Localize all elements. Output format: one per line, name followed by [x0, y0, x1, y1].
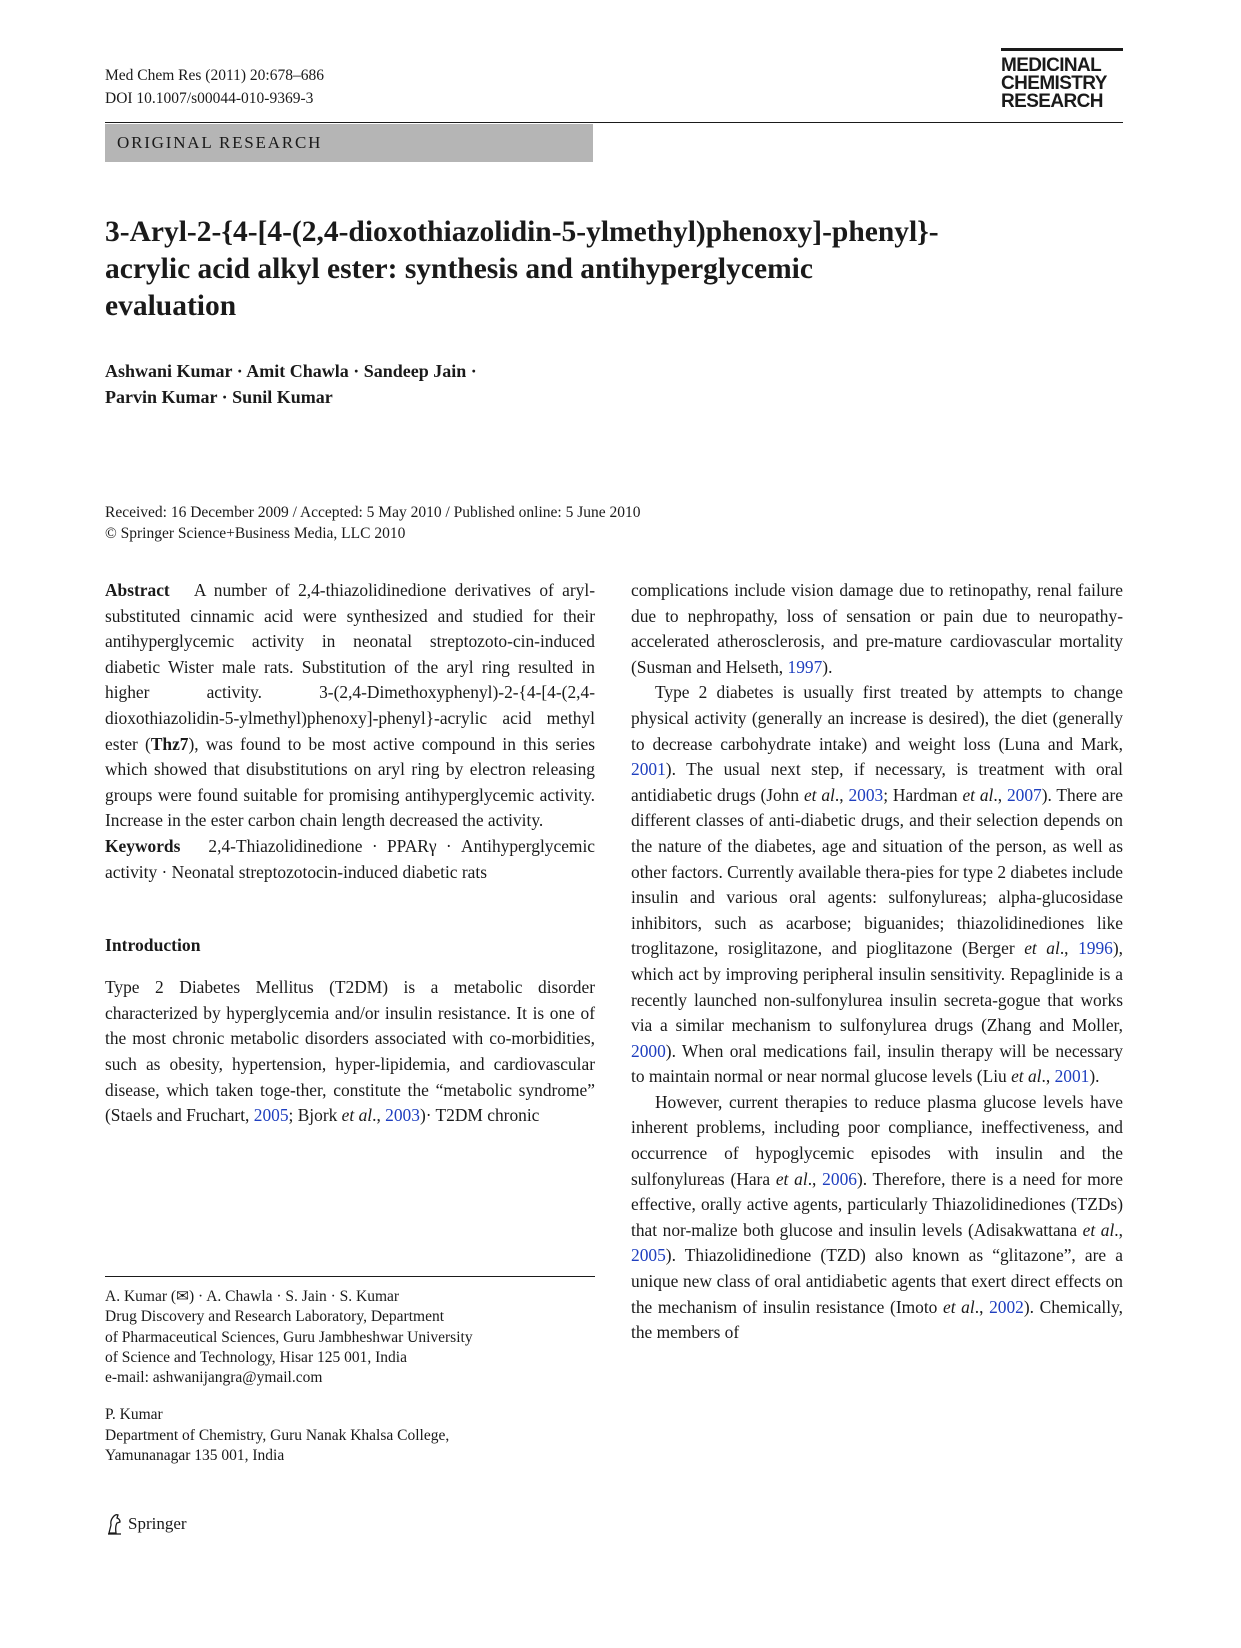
- publication-dates: [105, 502, 641, 544]
- body-text: ; Bjork: [288, 1105, 342, 1126]
- body-text: Type 2 Diabetes Mellitus (T2DM) is a metabolic disorder characterized by hyperglycemia and/or insulin resistance. It is one of the most chronic metabolic disorders associated with co-morbidities, such as obesity, hypertension, hyper-lipidemia, and cardiovascular disease, which taken toge-ther, constitute the “metabolic syndrome” (Staels and Fruchart,: [105, 977, 595, 1126]
- authors-line: Parvin Kumar · Sunil Kumar: [105, 387, 333, 407]
- logo-line: CHEMISTRY: [1001, 73, 1107, 94]
- abstract-text: ), was found to be most active compound in this series which showed that disubstitutions on aryl ring by electron releasing groups were found suitable for promising antihyperglycemic activity. Increase in the ester carbon chain length decreased the activity.: [105, 733, 596, 831]
- title-line: evaluation: [105, 290, 237, 322]
- body-text: .,: [1059, 938, 1079, 959]
- introduction-paragraph: [105, 975, 595, 1129]
- et-al: et al: [1082, 1219, 1115, 1240]
- et-al: et al: [775, 1168, 808, 1189]
- body-paragraph: [631, 680, 1123, 1090]
- body-text: ). When oral medications fail, insulin therapy will be necessary to maintain normal or near normal glucose levels (Liu: [631, 1040, 1123, 1087]
- compound-name: Thz7: [150, 733, 189, 754]
- springer-horse-icon: [105, 1513, 125, 1535]
- citation-link[interactable]: 2000: [631, 1040, 666, 1061]
- journal-reference: [105, 64, 324, 110]
- authors-line: Ashwani Kumar · Amit Chawla · Sandeep Jain ·: [105, 361, 477, 381]
- logo-line: MEDICINAL: [1001, 55, 1102, 76]
- et-al: et al: [1024, 938, 1060, 959]
- affiliation-authors: A. Kumar (✉) · A. Chawla · S. Jain · S. Kumar: [105, 1288, 400, 1305]
- affiliation-line: Department of Chemistry, Guru Nanak Khalsa College,: [105, 1426, 450, 1444]
- body-text: )· T2DM chronic: [419, 1105, 540, 1126]
- body-text: ). The usual next step, if necessary, is treatment with oral antidiabetic drugs (John: [631, 759, 1123, 805]
- citation-link[interactable]: 2001: [631, 759, 666, 780]
- body-text: .,: [834, 784, 849, 805]
- affiliation-line: Yamunanagar 135 001, India: [105, 1447, 285, 1465]
- body-text: .,: [1041, 1066, 1055, 1087]
- citation-link[interactable]: 2001: [1054, 1066, 1090, 1087]
- affiliation-line: Drug Discovery and Research Laboratory, Department: [105, 1308, 445, 1326]
- header-rule: [105, 122, 1123, 123]
- publisher-logo: [105, 1513, 187, 1535]
- body-text: ), which act by improving peripheral insulin sensitivity. Repaglinide is a recently launched non-sulfonylurea insulin secreta-gogue that works via a similar mechanism to sulfonylurea drugs (Zhang and Moller,: [631, 938, 1123, 1036]
- body-text: complications include vision damage due to retinopathy, renal failure due to nephropathy, loss of sensation or pain due to neuropathy-accelerated atherosclerosis, and pre-mature cardiovascular mortality (Susman and Helseth,: [631, 580, 1123, 677]
- publisher-name: Springer: [128, 1514, 187, 1533]
- body-text: ).: [1089, 1066, 1100, 1087]
- body-text: Type 2 diabetes is usually first treated by attempts to change physical activity (generally an increase is desired), the diet (generally to decrease carbohydrate intake) and weight loss (Luna and Mark,: [631, 682, 1123, 754]
- keywords-label: Keywords: [105, 835, 181, 856]
- affiliation-line: of Science and Technology, Hisar 125 001, India: [105, 1348, 407, 1366]
- body-paragraph: [631, 1090, 1123, 1346]
- citation-link[interactable]: 2005: [631, 1245, 666, 1266]
- affiliation-email: e-mail: ashwanijangra@ymail.com: [105, 1369, 323, 1387]
- title-line: acrylic acid alkyl ester: synthesis and antihyperglycemic: [105, 253, 813, 285]
- et-al: et al: [341, 1105, 373, 1126]
- section-label: ORIGINAL RESEARCH: [105, 124, 593, 162]
- body-text: .,: [807, 1168, 823, 1189]
- body-text: .,: [993, 784, 1007, 805]
- body-text: ). Therefore, there is a need for more effective, orally active agents, particularly Thiazolidinediones (TZDs) that nor-malize both glucose and insulin levels (Adisakwattana: [631, 1168, 1123, 1240]
- doi: DOI 10.1007/s00044-010-9369-3: [105, 90, 314, 107]
- logo-line: RESEARCH: [1001, 91, 1103, 112]
- affiliations: [105, 1287, 595, 1466]
- keywords-text: 2,4-Thiazolidinedione · PPARγ · Antihyperglycemic activity · Neonatal streptozotocin-induced diabetic rats: [105, 835, 595, 882]
- abstract: [105, 578, 595, 834]
- citation-link[interactable]: 2006: [822, 1168, 857, 1189]
- abstract-text: A number of 2,4-thiazolidinedione derivatives of aryl-substituted cinnamic acid were synthesized and studied for their antihyperglycemic activity in neonatal streptozoto-cin-induced diabetic Wister male rats. Substitution of the aryl ring resulted in higher activity. 3-(2,4-Dimethoxyphenyl)-2-{4-[4-(2,4-dioxothiazolidin-5-ylmethyl)phenoxy]-phenyl}-acrylic acid methyl ester (: [105, 580, 595, 754]
- et-al: et al: [1011, 1066, 1042, 1087]
- article-title: [105, 214, 1065, 325]
- keywords: [105, 834, 595, 885]
- et-al: et al: [943, 1296, 975, 1317]
- citation-link[interactable]: 2003: [848, 784, 884, 805]
- citation-link[interactable]: 2007: [1006, 784, 1042, 805]
- et-al: et al: [803, 784, 835, 805]
- copyright: © Springer Science+Business Media, LLC 2010: [105, 525, 406, 542]
- body-text: ). Thiazolidinedione (TZD) also known as “glitazone”, are a unique new class of oral antidiabetic agents that exert direct effects on the mechanism of insulin resistance (Imoto: [631, 1245, 1123, 1317]
- body-text: .,: [372, 1105, 386, 1126]
- body-text: ). Chemically, the members of: [631, 1296, 1124, 1343]
- body-text: .,: [1114, 1219, 1123, 1240]
- author-list: [105, 358, 805, 410]
- affiliation-line: of Pharmaceutical Sciences, Guru Jambheshwar University: [105, 1328, 473, 1346]
- citation-link[interactable]: 2002: [989, 1296, 1024, 1317]
- citation-link[interactable]: 1996: [1078, 938, 1113, 959]
- journal-citation: Med Chem Res (2011) 20:678–686: [105, 67, 324, 84]
- left-column: [105, 578, 595, 1129]
- title-line: 3-Aryl-2-{4-[4-(2,4-dioxothiazolidin-5-ylmethyl)phenoxy]-phenyl}-: [105, 216, 939, 248]
- citation-link[interactable]: 2003: [385, 1105, 420, 1126]
- body-text: .,: [974, 1296, 990, 1317]
- et-al: et al: [962, 784, 994, 805]
- body-text: However, current therapies to reduce plasma glucose levels have inherent problems, including poor compliance, ineffectiveness, and occurrence of hypoglycemic episodes with insulin and the sulfonylureas (Hara: [631, 1091, 1123, 1189]
- affiliation-authors: P. Kumar: [105, 1406, 163, 1424]
- body-text: ). There are different classes of anti-diabetic drugs, and their selection depends on the nature of the diabetes, age and situation of the person, as well as other factors. Currently available thera-pies for type 2 diabetes include insulin and various oral agents: sulfonylureas; alpha-glucosidase inhibitors, such as acarbose; biguanides; thiazolidinediones like troglitazone, rosiglitazone, and pioglitazone (Berger: [631, 784, 1124, 959]
- body-text: ; Hardman: [883, 784, 963, 805]
- history-dates: Received: 16 December 2009 / Accepted: 5 May 2010 / Published online: 5 June 2010: [105, 504, 641, 521]
- abstract-label: Abstract: [105, 580, 170, 600]
- body-paragraph: [631, 578, 1123, 680]
- introduction-heading: Introduction: [105, 935, 201, 956]
- journal-logo: [1001, 48, 1123, 111]
- citation-link[interactable]: 2005: [253, 1105, 289, 1126]
- right-column: [631, 578, 1123, 1346]
- citation-link[interactable]: 1997: [787, 656, 823, 677]
- body-text: ).: [822, 656, 833, 677]
- affiliation-rule: [105, 1276, 595, 1277]
